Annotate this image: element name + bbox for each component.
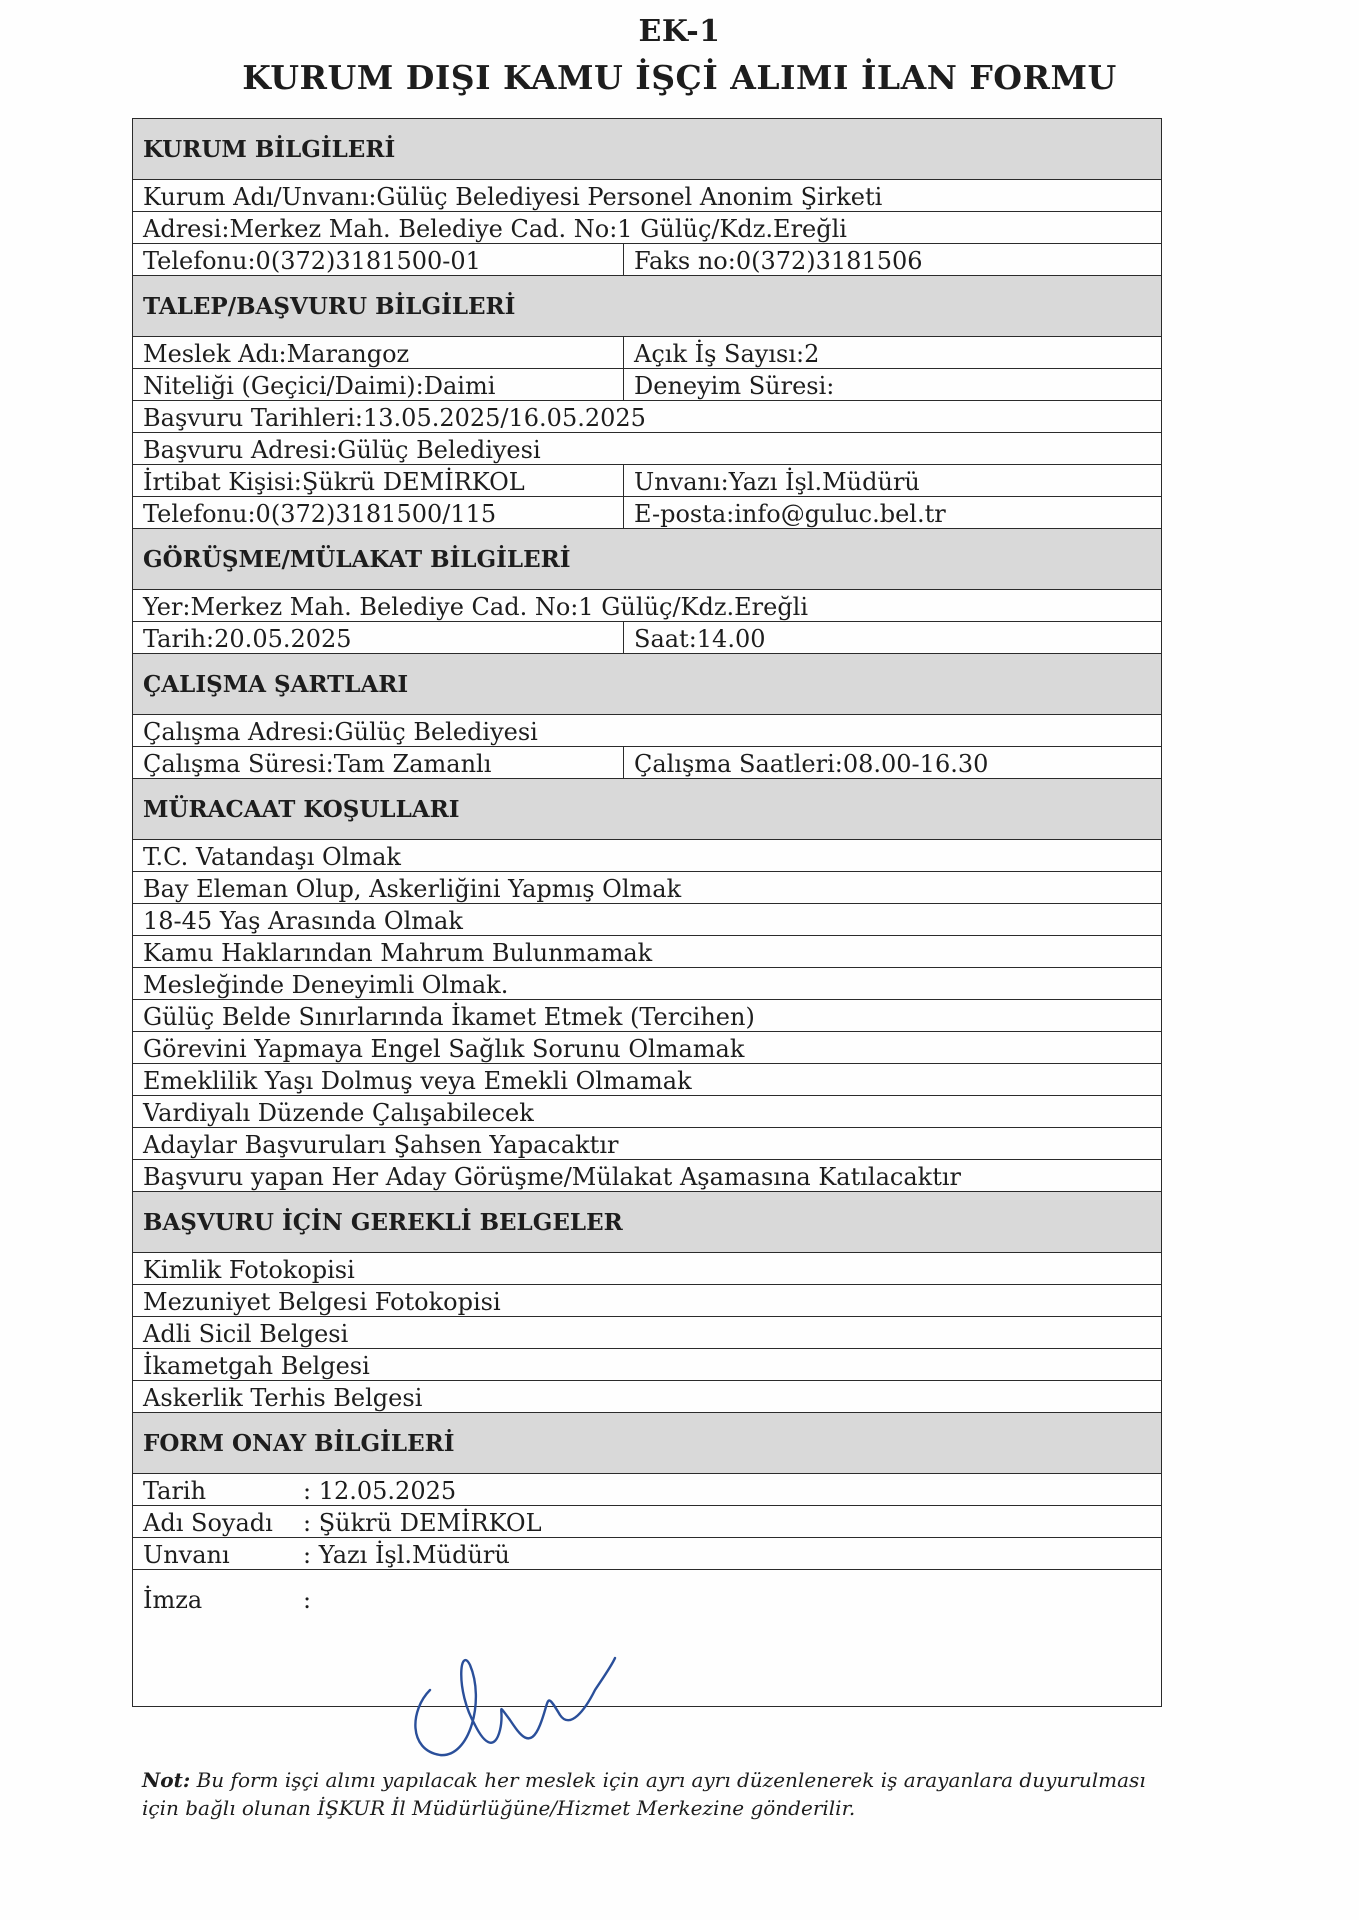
muracaat-item: Adaylar Başvuruları Şahsen Yapacaktır <box>133 1128 1162 1160</box>
footnote-text: Bu form işçi alımı yapılacak her meslek için ayrı ayrı düzenlenerek iş arayanlara duyurulması için bağlı olunan İŞKUR İl Müdürlüğüne/Hizmet Merkezine gönderilir. <box>142 1768 1146 1820</box>
section-gorusme-heading: GÖRÜŞME/MÜLAKAT BİLGİLERİ <box>133 529 1162 590</box>
onay-unvan-label: Unvanı <box>143 1541 230 1569</box>
gorusme-saat: Saat:14.00 <box>624 622 1162 654</box>
annex-label: EK-1 <box>638 14 721 49</box>
irtibat-unvan: Unvanı:Yazı İşl.Müdürü <box>624 465 1162 497</box>
irtibat-kisisi: İrtibat Kişisi:Şükrü DEMİRKOL <box>133 465 624 497</box>
onay-tarih-value: : 12.05.2025 <box>303 1477 457 1505</box>
calisma-adresi: Çalışma Adresi:Gülüç Belediyesi <box>133 715 1162 747</box>
section-belgeler-heading: BAŞVURU İÇİN GEREKLİ BELGELER <box>133 1192 1162 1253</box>
niteligi: Niteliği (Geçici/Daimi):Daimi <box>133 369 624 401</box>
acik-is-sayisi: Açık İş Sayısı:2 <box>624 337 1162 369</box>
calisma-saatleri: Çalışma Saatleri:08.00-16.30 <box>624 747 1162 779</box>
kurum-adres: Adresi:Merkez Mah. Belediye Cad. No:1 Gülüç/Kdz.Ereğli <box>133 212 1162 244</box>
belge-item: Kimlik Fotokopisi <box>133 1253 1162 1285</box>
form-table <box>132 118 1162 1707</box>
irtibat-eposta: E-posta:info@guluc.bel.tr <box>624 497 1162 529</box>
footnote <box>142 1766 1172 1822</box>
belge-item: İkametgah Belgesi <box>133 1349 1162 1381</box>
onay-ad-label: Adı Soyadı <box>143 1509 273 1537</box>
belge-item: Askerlik Terhis Belgesi <box>133 1381 1162 1413</box>
section-calisma-heading: ÇALIŞMA ŞARTLARI <box>133 654 1162 715</box>
muracaat-item: Başvuru yapan Her Aday Görüşme/Mülakat Aşamasına Katılacaktır <box>133 1160 1162 1192</box>
onay-unvan-value: : Yazı İşl.Müdürü <box>303 1541 510 1569</box>
muracaat-item: Kamu Haklarından Mahrum Bulunmamak <box>133 936 1162 968</box>
onay-imza-row <box>133 1570 1162 1707</box>
footnote-label: Not: <box>142 1768 191 1792</box>
belge-item: Mezuniyet Belgesi Fotokopisi <box>133 1285 1162 1317</box>
onay-ad-row <box>133 1506 1162 1538</box>
kurum-faks: Faks no:0(372)3181506 <box>624 244 1162 276</box>
onay-imza-label: İmza <box>143 1586 203 1614</box>
muracaat-item: Görevini Yapmaya Engel Sağlık Sorunu Olmamak <box>133 1032 1162 1064</box>
calisma-suresi: Çalışma Süresi:Tam Zamanlı <box>133 747 624 779</box>
deneyim-suresi: Deneyim Süresi: <box>624 369 1162 401</box>
meslek-adi: Meslek Adı:Marangoz <box>133 337 624 369</box>
onay-imza-value: : <box>303 1586 312 1614</box>
onay-tarih-row <box>133 1474 1162 1506</box>
muracaat-item: Vardiyalı Düzende Çalışabilecek <box>133 1096 1162 1128</box>
onay-ad-value: : Şükrü DEMİRKOL <box>303 1509 542 1537</box>
section-muracaat-heading: MÜRACAAT KOŞULLARI <box>133 779 1162 840</box>
muracaat-item: T.C. Vatandaşı Olmak <box>133 840 1162 872</box>
muracaat-item: Bay Eleman Olup, Askerliğini Yapmış Olmak <box>133 872 1162 904</box>
belge-item: Adli Sicil Belgesi <box>133 1317 1162 1349</box>
irtibat-telefon: Telefonu:0(372)3181500/115 <box>133 497 624 529</box>
section-talep-heading: TALEP/BAŞVURU BİLGİLERİ <box>133 276 1162 337</box>
gorusme-tarih: Tarih:20.05.2025 <box>133 622 624 654</box>
section-kurum-heading: KURUM BİLGİLERİ <box>133 119 1162 180</box>
kurum-telefon: Telefonu:0(372)3181500-01 <box>133 244 624 276</box>
gorusme-yer: Yer:Merkez Mah. Belediye Cad. No:1 Gülüç/Kdz.Ereğli <box>133 590 1162 622</box>
basvuru-adresi: Başvuru Adresi:Gülüç Belediyesi <box>133 433 1162 465</box>
section-onay-heading: FORM ONAY BİLGİLERİ <box>133 1413 1162 1474</box>
onay-tarih-label: Tarih <box>143 1477 207 1505</box>
basvuru-tarihleri: Başvuru Tarihleri:13.05.2025/16.05.2025 <box>133 401 1162 433</box>
kurum-adi: Kurum Adı/Unvanı:Gülüç Belediyesi Personel Anonim Şirketi <box>133 180 1162 212</box>
muracaat-item: Emeklilik Yaşı Dolmuş veya Emekli Olmamak <box>133 1064 1162 1096</box>
onay-unvan-row <box>133 1538 1162 1570</box>
handwritten-signature <box>400 1630 640 1770</box>
form-title: KURUM DIŞI KAMU İŞÇİ ALIMI İLAN FORMU <box>242 58 1117 97</box>
muracaat-item: 18-45 Yaş Arasında Olmak <box>133 904 1162 936</box>
muracaat-item: Gülüç Belde Sınırlarında İkamet Etmek (Tercihen) <box>133 1000 1162 1032</box>
muracaat-item: Mesleğinde Deneyimli Olmak. <box>133 968 1162 1000</box>
